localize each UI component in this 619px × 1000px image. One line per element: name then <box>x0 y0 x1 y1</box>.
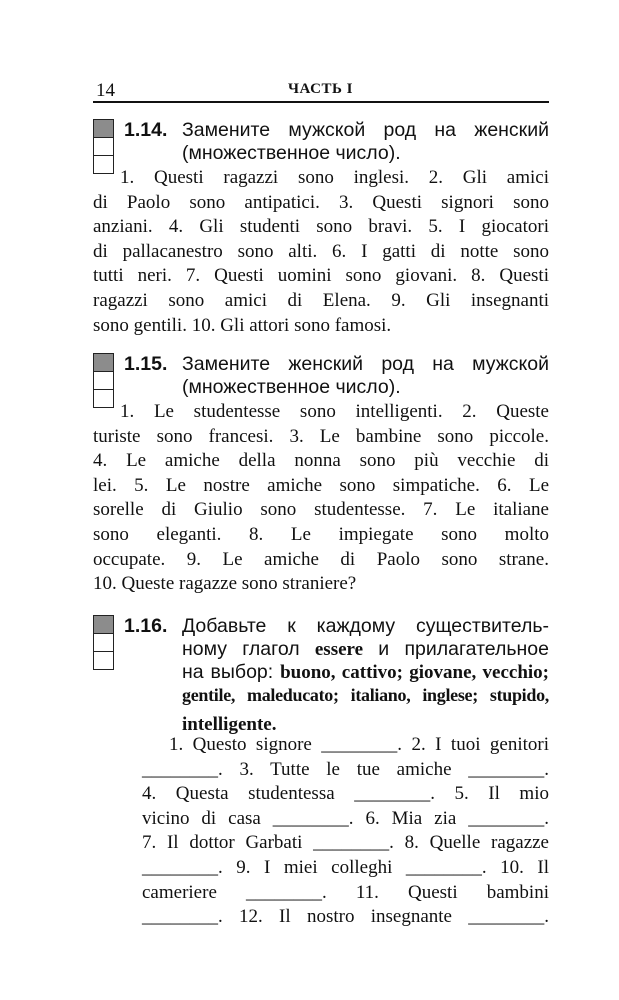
instruction-line: (множественное число). <box>182 142 401 164</box>
page-number: 14 <box>96 80 115 101</box>
chapter-title: ЧАСТЬ I <box>288 81 353 97</box>
text-line: sorelle di Giulio sono studentesse. 7. Le italiane <box>93 499 549 521</box>
empty-square-icon <box>93 137 114 156</box>
instruction-text: на выбор: <box>182 661 281 683</box>
text-line: cameriere ________. 11. Questi bambini <box>142 881 549 903</box>
exercise-instruction <box>182 615 549 736</box>
text-line: 1. Questi ragazzi sono inglesi. 2. Gli amici <box>120 167 549 188</box>
text-line: di pallacanestro sono alti. 6. I gatti di notte sono <box>93 240 549 262</box>
instruction-line <box>182 638 549 661</box>
exercise-marker-boxes <box>93 615 117 670</box>
text-line: 1. Le studentesse sono intelligenti. 2. Queste <box>120 401 549 422</box>
text-line: 4. Questa studentessa ________. 5. Il mio <box>142 783 549 805</box>
text-line: anziani. 4. Gli studenti sono bravi. 5. I giocatori <box>93 216 549 238</box>
text-line: tutti neri. 7. Questi uomini sono giovani. 8. Questi <box>93 265 549 287</box>
instruction-line: Замените мужской род на женский <box>182 119 549 141</box>
text-line: ________. 12. Il nostro insegnante ________. <box>142 906 549 928</box>
text-line: 10. Queste ragazze sono straniere? <box>93 573 357 595</box>
text-line: ragazzi sono amici di Elena. 9. Gli insegnanti <box>93 289 549 311</box>
exercise-number: 1.15. <box>124 353 168 375</box>
instruction-text: ному глагол <box>182 638 315 660</box>
exercise-instruction <box>182 119 549 165</box>
text-line: ________. 9. I miei colleghi ________. 10. Il <box>142 856 549 878</box>
instruction-line: Добавьте к каждому существитель- <box>182 615 549 637</box>
exercise-body <box>93 166 549 338</box>
instruction-line: (множественное число). <box>182 376 401 398</box>
filled-square-icon <box>93 353 114 372</box>
exercise-body <box>93 400 549 597</box>
text-line: turiste sono francesi. 3. Le bambine sono piccole. <box>93 425 549 447</box>
text-line: ________. 3. Tutte le tue amiche ________. <box>142 758 549 780</box>
text-line: occupate. 9. Le amiche di Paolo sono strane. <box>93 548 549 570</box>
filled-square-icon <box>93 119 114 138</box>
text-line: sono eleganti. 8. Le impiegate sono molto <box>93 523 549 545</box>
instruction-line: Замените женский род на мужской <box>182 353 549 375</box>
instruction-text: и прилагательное <box>363 638 549 660</box>
text-line: 7. Il dottor Garbati ________. 8. Quelle ragazze <box>142 832 549 854</box>
exercise-body <box>142 733 549 930</box>
instruction-keyword: buono, cattivo; giovane, vecchio; <box>280 662 549 683</box>
text-line: vicino di casa ________. 6. Mia zia ________. <box>142 807 549 829</box>
instruction-keyword: intelligente. <box>182 714 277 735</box>
empty-square-icon <box>93 371 114 390</box>
text-line: 1. Questo signore ________. 2. I tuoi genitori <box>169 734 549 755</box>
instruction-keyword: essere <box>314 639 364 660</box>
instruction-line <box>182 684 549 713</box>
text-line: 4. Le amiche della nonna sono più vecchie di <box>93 450 549 472</box>
exercise-number: 1.14. <box>124 119 168 141</box>
instruction-keyword: gentile, maleducato; italiano, inglese; stupido, <box>182 685 549 705</box>
exercise-number: 1.16. <box>124 615 168 637</box>
exercise-instruction <box>182 353 549 399</box>
text-line: di Paolo sono antipatici. 3. Questi signori sono <box>93 191 549 213</box>
instruction-line <box>182 661 549 684</box>
text-line: sono gentili. 10. Gli attori sono famosi. <box>93 314 392 336</box>
empty-square-icon <box>93 651 114 670</box>
header-rule <box>93 101 549 103</box>
empty-square-icon <box>93 633 114 652</box>
filled-square-icon <box>93 615 114 634</box>
text-line: lei. 5. Le nostre amiche sono simpatiche. 6. Le <box>93 474 549 496</box>
